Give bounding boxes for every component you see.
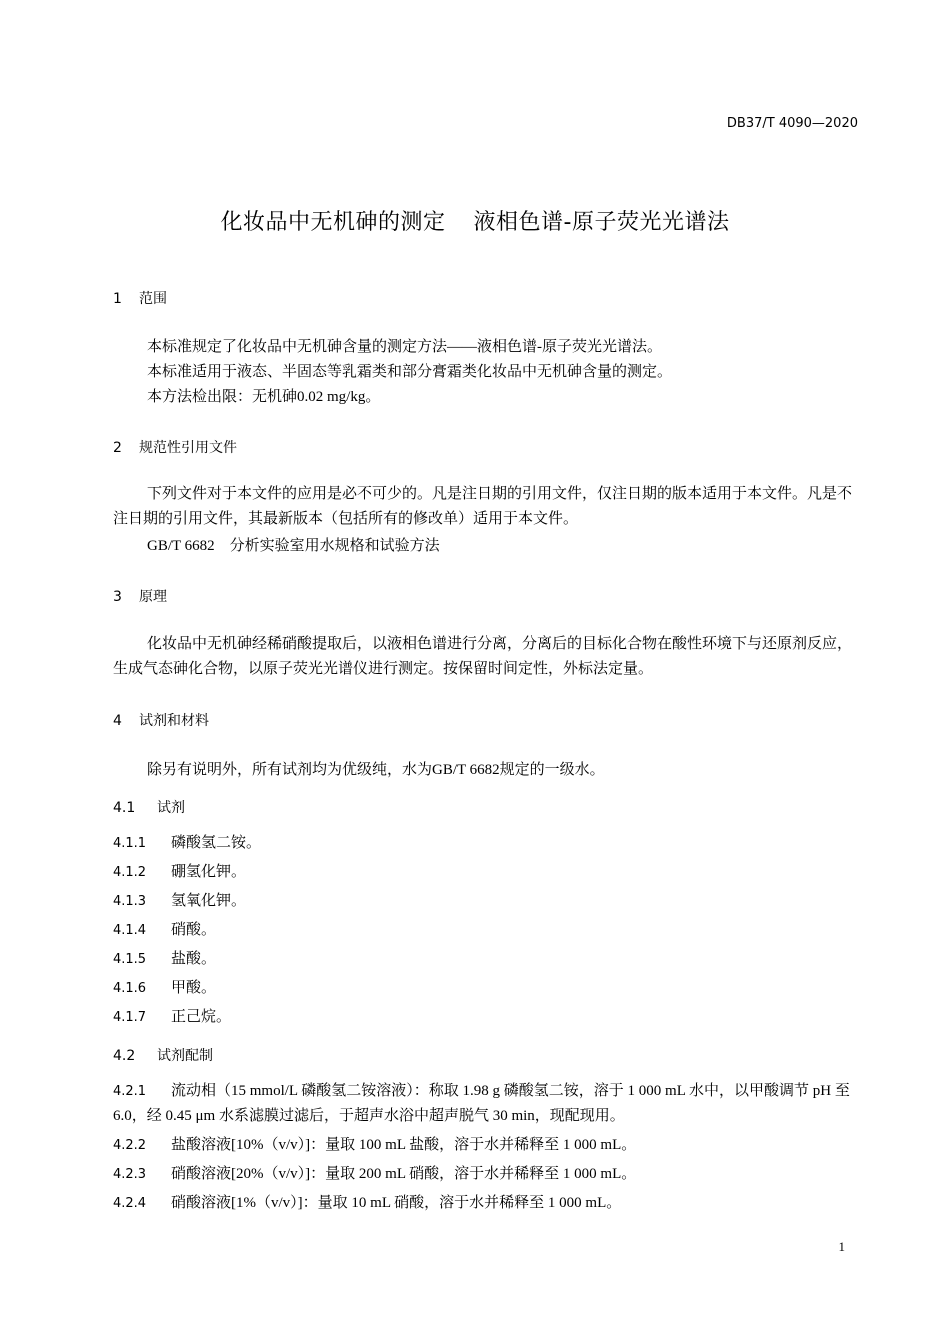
- title-part2: 液相色谱-原子荧光光谱法: [473, 210, 730, 235]
- reference-gbt6682: GB/T 6682 分析实验室用水规格和试验方法: [147, 538, 440, 554]
- section-1-line-3: 本方法检出限：无机砷0.02 mg/kg。: [147, 389, 381, 405]
- section-3-paragraph: 化妆品中无机砷经稀硝酸提取后，以液相色谱进行分离，分离后的目标化合物在酸性环境下与还原剂反应，生成气态砷化合物，以原子荧光光谱仪进行测定。按保留时间定性，外标法定量。: [113, 636, 853, 677]
- subsection-4-1-heading: 4.1 试剂: [113, 800, 185, 816]
- preparation-item: 4.2.4 硝酸溶液[1%（v/v）]：量取 10 mL 硝酸，溶于水并稀释至 1 000 mL。: [113, 1195, 622, 1211]
- document-title: [0, 205, 950, 236]
- reagent-item: 4.1.6 甲酸。: [113, 980, 217, 996]
- reagent-item: 4.1.4 硝酸。: [113, 922, 217, 938]
- reagent-item: 4.1.1 磷酸氢二铵。: [113, 835, 262, 851]
- section-4-heading: 4 试剂和材料: [113, 713, 209, 729]
- section-4-paragraph: 除另有说明外，所有试剂均为优级纯，水为GB/T 6682规定的一级水。: [147, 762, 605, 778]
- section-1-heading: 1 范围: [113, 291, 167, 307]
- page-number: 1: [838, 1239, 845, 1254]
- reagent-item: 4.1.3 氢氧化钾。: [113, 893, 247, 909]
- section-3-heading: 3 原理: [113, 589, 167, 605]
- section-1-line-2: 本标准适用于液态、半固态等乳霜类和部分膏霜类化妆品中无机砷含量的测定。: [147, 364, 673, 380]
- preparation-item: 4.2.1 流动相（15 mmol/L 磷酸氢二铵溶液）：称取 1.98 g 磷酸氢二铵，溶于 1 000 mL 水中，以甲酸调节 pH 至 6.0，经 0.45 μm 水系滤膜过滤后，于超声水浴中超声脱气 30 min，现配现用。: [113, 1083, 850, 1124]
- section-1-line-1: 本标准规定了化妆品中无机砷含量的测定方法——液相色谱-原子荧光光谱法。: [147, 339, 662, 355]
- reagent-item: 4.1.5 盐酸。: [113, 951, 217, 967]
- preparation-item: 4.2.2 盐酸溶液[10%（v/v）]：量取 100 mL 盐酸，溶于水并稀释至 1 000 mL。: [113, 1137, 637, 1153]
- reagent-item: 4.1.2 硼氢化钾。: [113, 864, 247, 880]
- preparation-item: 4.2.3 硝酸溶液[20%（v/v）]：量取 200 mL 硝酸，溶于水并稀释至 1 000 mL。: [113, 1166, 637, 1182]
- section-2-paragraph: 下列文件对于本文件的应用是必不可少的。凡是注日期的引用文件，仅注日期的版本适用于本文件。凡是不注日期的引用文件，其最新版本（包括所有的修改单）适用于本文件。: [113, 486, 853, 527]
- title-part1: 化妆品中无机砷的测定: [220, 210, 446, 235]
- section-2-heading: 2 规范性引用文件: [113, 440, 237, 456]
- standard-code: DB37/T 4090—2020: [726, 116, 858, 131]
- subsection-4-2-heading: 4.2 试剂配制: [113, 1048, 213, 1064]
- reagent-item: 4.1.7 正己烷。: [113, 1009, 232, 1025]
